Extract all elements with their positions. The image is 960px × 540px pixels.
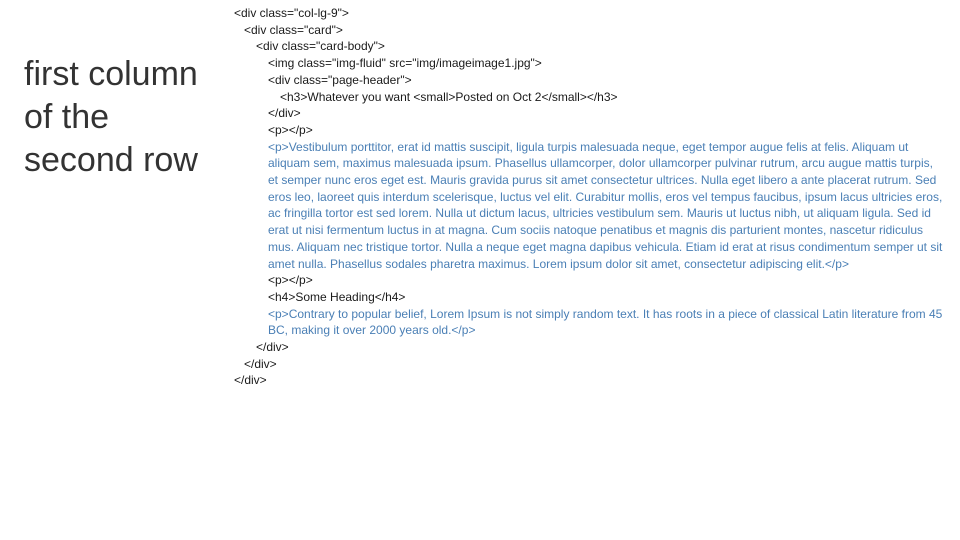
heading-line: first column [24,55,198,93]
code-line: </div> [244,356,277,371]
code-line: <h3>Whatever you want <small>Posted on Oct 2</small></h3> [280,89,618,104]
code-line: </div> [268,106,301,121]
page-heading [24,53,224,182]
heading-line: second row [24,141,198,179]
code-line: <p>Vestibulum porttitor, erat id mattis suscipit, ligula turpis malesuada neque, eget tempor augue felis at felis. Aliquam ut aliquam sem, maximus malesuada ipsum. Phasellus ullamcorper, dolor ullamcorper pulvinar rutrum, arcu augue mattis turpis, et semper nunc eros eget est. Mauris gravida purus sit amet consectetur ultrices. Nulla eget libero a ante placerat rutrum. Sed eros leo, laoreet quis interdum scelerisque, luctus vel elit. Curabitur mollis, eros vel tempus faucibus, ipsum lacus ultricies eros, ac fringilla tortor est sed lorem. Nulla ut dictum lacus, ultricies vestibulum sem. Mauris ut luctus nibh, ut aliquam ligula. Sed id erat ut nisi fermentum luctus in at magna. Cum sociis natoque penatibus et magnis dis parturient montes, nascetur ridiculus mus. Aliquam nec tristique tortor. Nulla a neque eget magna dapibus vehicula. Etiam id erat at risus condimentum semper ut sit amet nulla. Phasellus sodales pharetra maximus. Lorem ipsum dolor sit amet, consectetur adipiscing elit.</p> [268,139,946,271]
code-line: <img class="img-fluid" src="img/imageimage1.jpg"> [268,56,542,71]
code-line: </div> [256,340,289,355]
code-line: <div class="col-lg-9"> [234,6,349,20]
code-line: <div class="card-body"> [256,39,385,54]
code-line: <p></p> [268,122,313,137]
code-line: <div class="card"> [244,22,343,37]
heading-line: of the [24,98,110,136]
code-line: </div> [234,373,267,388]
code-line: <h4>Some Heading</h4> [268,289,406,304]
code-listing [234,5,946,389]
code-line: <div class="page-header"> [268,72,412,87]
code-line: <p></p> [268,273,313,288]
code-line: <p>Contrary to popular belief, Lorem Ipsum is not simply random text. It has roots in a piece of classical Latin literature from 45 BC, making it over 2000 years old.</p> [268,306,946,338]
